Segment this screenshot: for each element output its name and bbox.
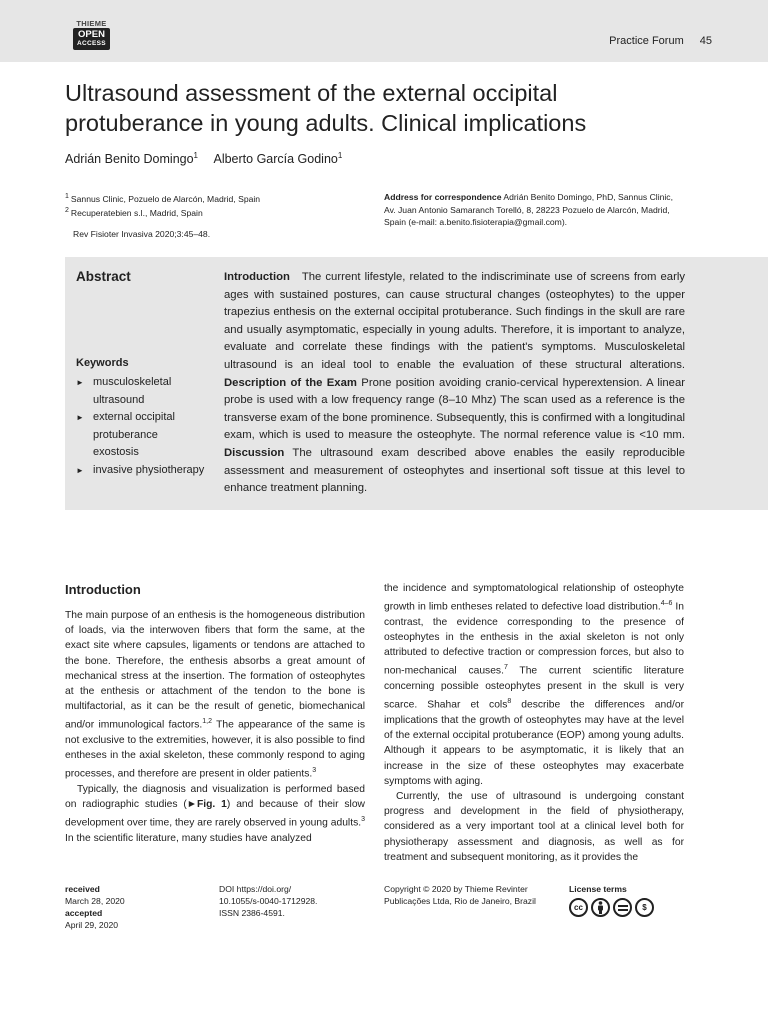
received-label: received: [65, 884, 100, 894]
body-paragraph: Currently, the use of ultrasound is undergoing constant progress and development in the field of physiotherapy, considered as a very important tool at a clinical level both for physiotherapy assessment and diagnosis, as well as for treatment and subsequent monitoring, as it provides the: [384, 790, 684, 863]
correspondence-text: Adrián Benito Domingo, PhD, Sannus Clinic, Av. Juan Antonio Samaranch Torelló, 8, 28223 Pozuelo de Alarcón, Madrid, Spain (e-mail: a.benito.fisioterapia@gmail.com).: [384, 192, 673, 227]
keywords-list: [76, 374, 206, 479]
body-column-left: [65, 581, 365, 846]
accepted-date: April 29, 2020: [65, 920, 119, 930]
nc-icon: $: [635, 898, 654, 917]
figure-reference-link[interactable]: ►Fig. 1: [186, 799, 227, 811]
received-accepted-dates: [65, 883, 125, 931]
abstract-description-text: Prone position avoiding cranio-cervical hyperextension. A linear probe is used with a low frequency range (8–10 Mhz) The scan used as a reference is the transverse exam of the bone prominence. Subsequently, this is confirmed with a longitudinal exam, which is used to measure the osteophyte. The normal reference value is <10 mm.: [224, 376, 685, 442]
body-paragraph: Typically, the diagnosis and visualization is performed based on radiographic studies (►Fig. 1) and because of their slow development over time, they are rarely observed in young adults.$^3$ In the scientific literature, many studies have analyzed: [65, 784, 365, 845]
abstract-discussion-text: The ultrasound exam described above enables the easily reproducible assessment and measurement of osteophytes and insertional soft tissue at this level to enhance treatment planning.: [224, 446, 685, 495]
article-title: Ultrasound assessment of the external occipital protuberance in young adults. Clinical implications: [65, 80, 587, 136]
doi-info: [219, 883, 317, 919]
abstract-intro-label: Introduction: [224, 271, 290, 283]
logo-badge: [73, 28, 110, 50]
logo-publisher-name: THIEME: [76, 19, 107, 28]
page-number: 45: [699, 35, 712, 47]
body-paragraph: The main purpose of an enthesis is the homogeneous distribution of loads, via the interwoven fibers that form the same, at the exact site where capsules, ligaments or tendons are attached to the bone. Therefore, the enthesis absorbs a great amount of mechanical stress at the insertion. The formation of osteophytes at the enthesis or attachment of the tendon to the bone is multifactorial, as it can be the result of genetic, biomechanical and/or immunological factors.$^{1,2}$ The appearance of the same is not exclusive to the extremities, however, it is also possible to find entheses in the axial skeleton, these commonly respond to aging processes, and therefore are present in older patients.$^3$: [65, 610, 365, 780]
abstract-discussion-label: Discussion: [224, 446, 285, 459]
issn: ISSN 2386-4591.: [219, 908, 285, 918]
license-terms: [569, 883, 654, 917]
affiliations: [65, 191, 260, 219]
abstract-text: [224, 269, 685, 498]
body-column-right: [384, 581, 684, 865]
nd-icon: [613, 898, 632, 917]
logo-open-text: OPEN: [78, 29, 105, 40]
thieme-open-access-logo: [73, 20, 110, 50]
abstract-intro-text: The current lifestyle, related to the indiscriminate use of screens from early ages with sustained postures, can cause structural changes (osteophytes) to the upper trapezius enthesis on the external occipital protuberance. Such findings in the skull are rare and usually asymptomatic, especially in young adults. Therefore, it is important to analyze, evaluate and correlate these findings with the patient's symptoms. Musculoskeletal ultrasound is an ideal tool to enable the evaluation of these structural alterations.: [224, 271, 685, 371]
section-heading: Introduction: [65, 582, 141, 597]
author-1: Adrián Benito Domingo$^1$: [65, 151, 198, 167]
running-header: [609, 35, 712, 47]
correspondence-address: [384, 191, 684, 229]
keyword-item: ► invasive physiotherapy: [76, 462, 206, 480]
correspondence-label: Address for correspondence: [384, 192, 502, 202]
received-date: March 28, 2020: [65, 896, 125, 906]
body-paragraph: the incidence and symptomatological relationship of osteophyte growth in limb entheses related to defective load distribution.$^{4-6}$ In contrast, the evidence corresponding to the presence of osteophytes in the enthesis in the axial skeleton is not only attributed to defective traction or compression forces, but also to non-mechanical causes.$^7$ The current scientific literature concerning possible osteophytes present in the skull is very scarce. Shahar et cols$^8$ describe the differences and/or implications that the growth of osteophytes may have at the level of the external occipital protuberance (EOP) among young adults. Although it appears to be asymptomatic, it is likely that an increase in the size of these osteophytes may exacerbate symptoms with aging.: [384, 583, 684, 787]
by-icon: [591, 898, 610, 917]
keywords-heading: Keywords: [76, 357, 129, 369]
abstract-description-label: Description of the Exam: [224, 376, 357, 389]
author-2: Alberto García Godino$^1$: [213, 151, 343, 167]
logo-access-text: ACCESS: [77, 40, 106, 47]
doi-value[interactable]: 10.1055/s-0040-1712928.: [219, 896, 318, 906]
header-bar: [0, 0, 768, 62]
section-name: Practice Forum: [609, 35, 684, 47]
affiliation-2: $^2$ Recuperatebien s.l., Madrid, Spain: [65, 206, 203, 218]
citation: Rev Fisioter Invasiva 2020;3:45–48.: [73, 229, 211, 239]
affiliation-1: $^1$ Sannus Clinic, Pozuelo de Alarcón, Madrid, Spain: [65, 193, 261, 204]
keyword-item: ► musculoskeletal ultrasound: [76, 374, 206, 409]
license-label[interactable]: License terms: [569, 884, 627, 894]
cc-icon: cc: [569, 898, 588, 917]
doi-label[interactable]: DOI https://doi.org/: [219, 884, 292, 894]
author-list: [65, 151, 342, 166]
keyword-item: ► external occipital protuberance exostosis: [76, 409, 206, 462]
license-icons[interactable]: [569, 898, 654, 917]
copyright: Copyright © 2020 by Thieme Revinter Publicações Ltda, Rio de Janeiro, Brazil: [384, 884, 536, 906]
accepted-label: accepted: [65, 908, 103, 918]
abstract-heading: Abstract: [76, 269, 131, 284]
